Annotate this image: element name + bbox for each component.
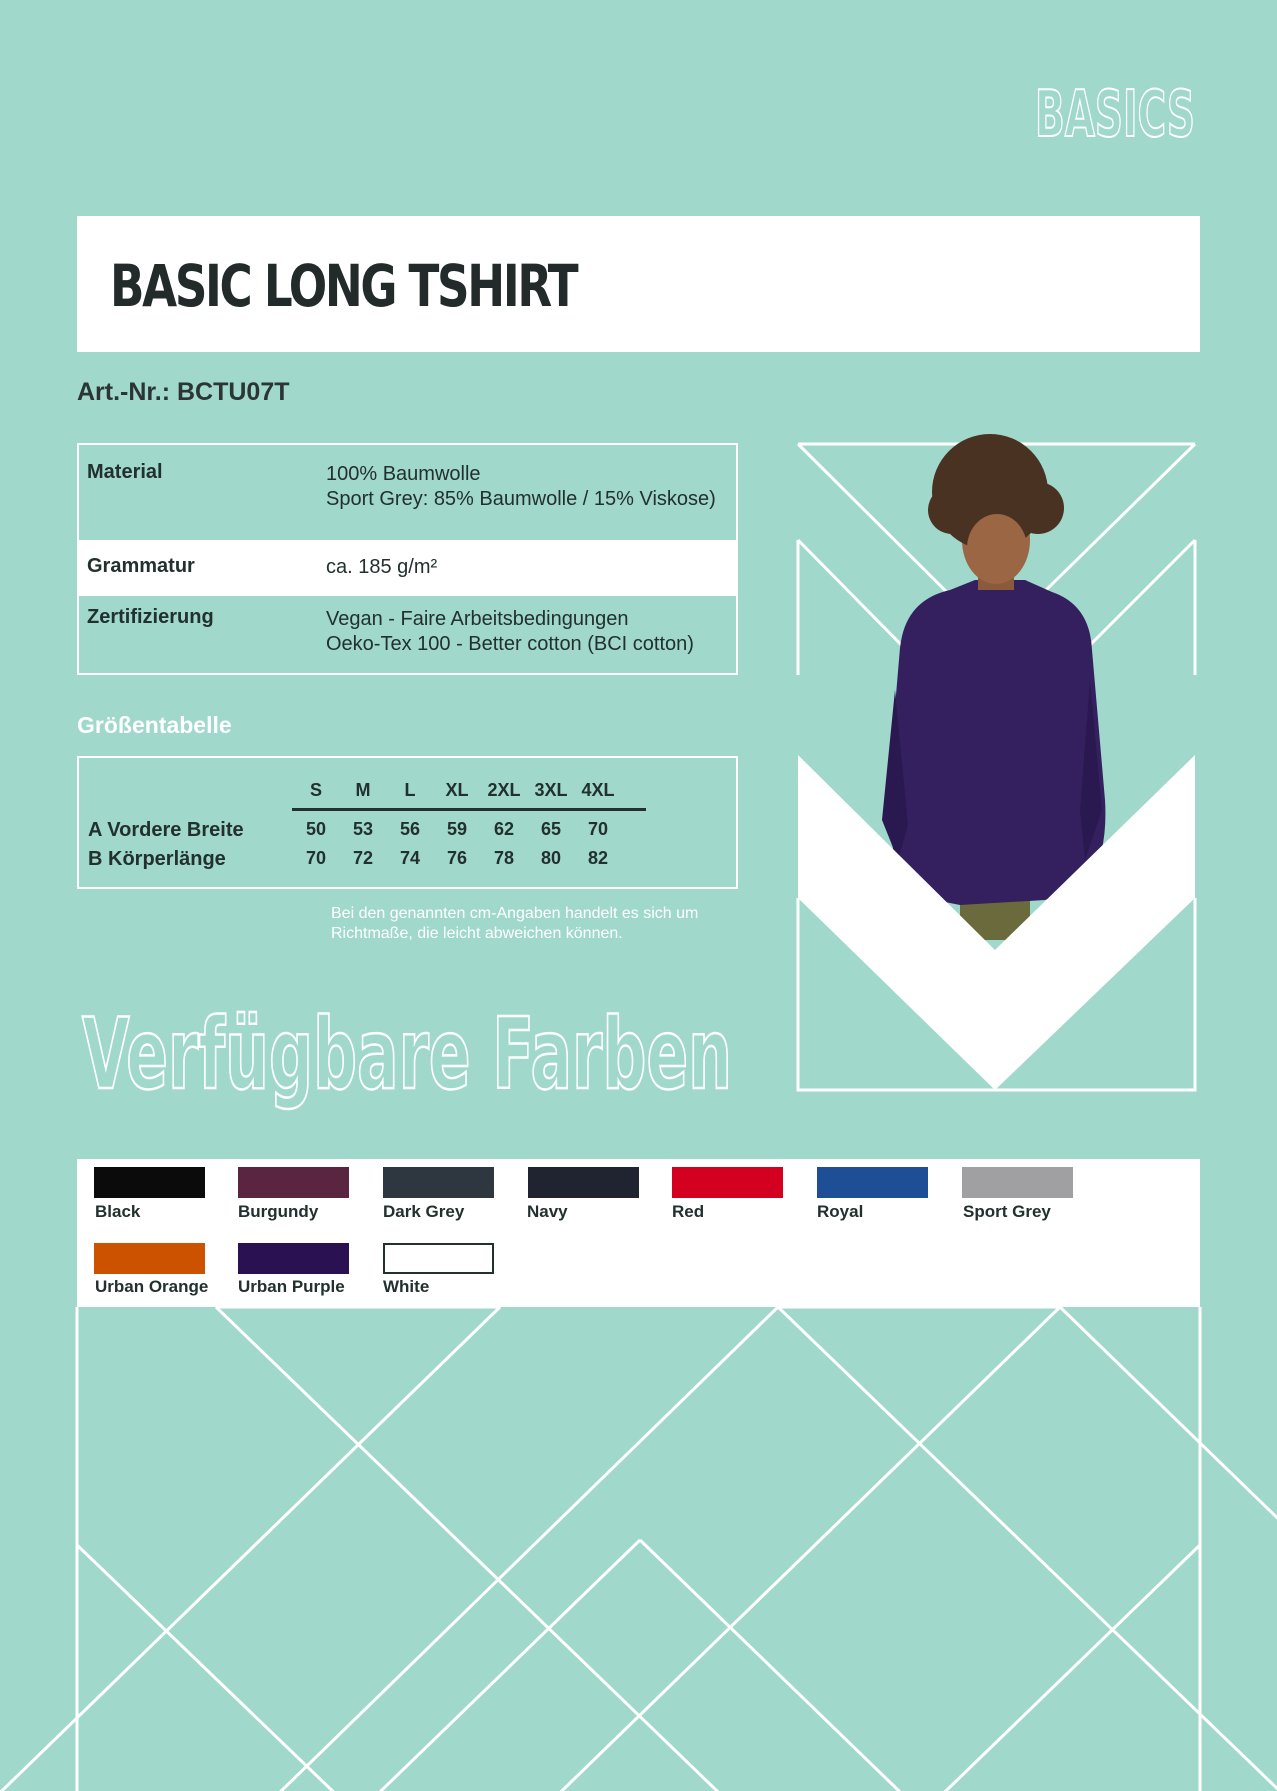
color-swatch[interactable] <box>383 1167 494 1198</box>
size-row-label: A Vordere Breite <box>88 819 244 841</box>
size-header-underline <box>292 808 646 811</box>
color-label: Royal <box>817 1202 864 1221</box>
color-swatch[interactable] <box>238 1167 349 1198</box>
color-swatch[interactable] <box>528 1167 639 1198</box>
size-value: 53 <box>352 819 374 839</box>
size-value: 74 <box>399 848 421 868</box>
size-header: L <box>404 780 416 800</box>
size-header: 2XL <box>487 780 521 800</box>
size-value: 70 <box>587 819 609 839</box>
color-swatch[interactable] <box>94 1243 205 1274</box>
size-header: 4XL <box>581 780 615 800</box>
decorative-pattern <box>0 1307 1277 1791</box>
color-label: Black <box>95 1202 141 1221</box>
color-label: White <box>383 1277 430 1296</box>
color-label: Sport Grey <box>963 1202 1051 1221</box>
property-value <box>326 462 716 512</box>
property-value-line: Vegan - Faire Arbeitsbedingungen <box>326 608 629 630</box>
size-value: 76 <box>446 848 468 868</box>
brand-logo-text: BASICS <box>1035 78 1195 152</box>
properties-table <box>77 443 738 675</box>
size-value: 50 <box>305 819 327 839</box>
property-value-line: Sport Grey: 85% Baumwolle / 15% Viskose) <box>326 488 716 510</box>
size-value: 72 <box>352 848 374 868</box>
colors-heading-text: Verfügbare Farben <box>82 998 732 1112</box>
color-label: Dark Grey <box>383 1202 465 1221</box>
property-label: Material <box>87 461 163 483</box>
size-value: 82 <box>587 848 609 868</box>
brand-logo <box>1030 70 1200 150</box>
size-row-label: B Körperlänge <box>88 848 226 870</box>
property-value-line: ca. 185 g/m² <box>326 556 438 578</box>
color-label: Urban Purple <box>238 1277 345 1296</box>
color-swatch[interactable] <box>672 1167 783 1198</box>
product-title: BASIC LONG TSHIRT <box>110 252 577 320</box>
color-swatch[interactable] <box>962 1167 1073 1198</box>
size-header: S <box>309 780 322 800</box>
size-note-line: Richtmaße, die leicht abweichen können. <box>331 925 623 942</box>
property-value <box>326 607 694 657</box>
size-value: 70 <box>305 848 327 868</box>
color-swatch[interactable] <box>94 1167 205 1198</box>
property-row-grammatur <box>79 540 736 596</box>
size-header: 3XL <box>534 780 568 800</box>
property-value <box>326 555 437 580</box>
size-header: M <box>355 780 371 800</box>
property-label: Zertifizierung <box>87 606 214 628</box>
property-row-material <box>79 445 736 540</box>
color-swatches <box>77 1159 1200 1307</box>
color-label: Navy <box>527 1202 568 1221</box>
size-note <box>331 904 751 944</box>
color-swatch[interactable] <box>238 1243 349 1274</box>
property-row-zertifizierung <box>79 596 736 673</box>
color-swatch[interactable] <box>817 1167 928 1198</box>
size-table <box>77 756 738 889</box>
color-swatch[interactable] <box>383 1243 494 1274</box>
size-value: 56 <box>399 819 421 839</box>
size-value: 59 <box>446 819 468 839</box>
colors-heading <box>77 990 747 1110</box>
article-number: Art.-Nr.: BCTU07T <box>77 378 290 406</box>
size-value: 65 <box>540 819 562 839</box>
size-value: 78 <box>493 848 515 868</box>
size-value: 62 <box>493 819 515 839</box>
product-title-box <box>77 216 1200 352</box>
color-label: Urban Orange <box>95 1277 209 1296</box>
property-label: Grammatur <box>87 555 195 577</box>
size-header: XL <box>445 780 469 800</box>
size-value: 80 <box>540 848 562 868</box>
property-value-line: Oeko-Tex 100 - Better cotton (BCI cotton) <box>326 633 694 655</box>
model-figure <box>882 434 1105 940</box>
color-label: Red <box>672 1202 705 1221</box>
size-table-heading: Größentabelle <box>77 712 232 738</box>
size-note-line: Bei den genannten cm-Angaben handelt es sich um <box>331 905 699 922</box>
property-value-line: 100% Baumwolle <box>326 463 481 485</box>
product-photo <box>790 430 1200 1100</box>
color-label: Burgundy <box>238 1202 319 1221</box>
